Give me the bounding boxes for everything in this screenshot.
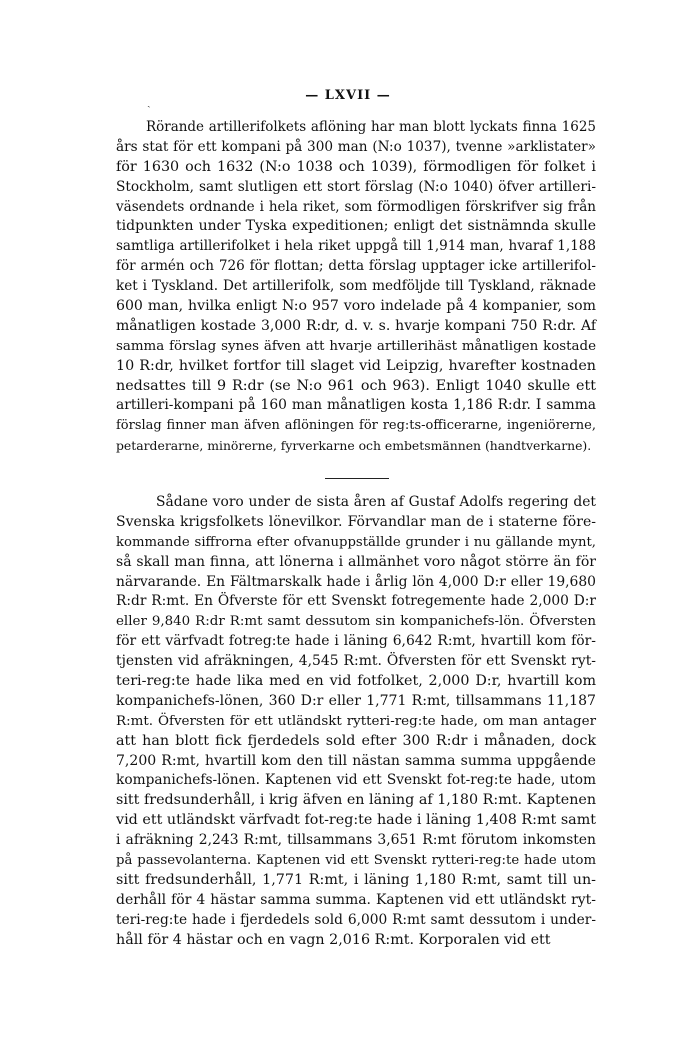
- text-line: tjensten vid afräkningen, 4,545 R:mt. Öfversten för ett Svenskt ryt-: [116, 653, 596, 670]
- page-number-header: — LXVII —: [305, 88, 391, 103]
- text-line: för armén och 726 för flottan; detta förslag upptager icke artillerifol-: [116, 258, 596, 275]
- text-line: Svenska krigsfolkets lönevilkor. Förvandlar man de i staterne före-: [116, 513, 596, 530]
- text-line: artilleri-kompani på 160 man månatligen kosta 1,186 R:dr. I samma: [116, 397, 596, 414]
- text-line: 10 R:dr, hvilket fortfor till slaget vid Leipzig, hvarefter kostnaden: [116, 357, 596, 374]
- text-line: väsendets ordnande i hela riket, som förmodligen förskrifver sig från: [116, 198, 596, 215]
- text-line: teri-reg:te hade i fjerdedels sold 6,000 R:mt samt dessutom i under-: [116, 911, 596, 928]
- text-line: eller 9,840 R:dr R:mt samt dessutom sin kompanichefs-lön. Öfversten: [116, 614, 596, 630]
- text-line: för ett värfvadt fotreg:te hade i läning 6,642 R:mt, hvartill kom för-: [116, 633, 596, 650]
- text-line: för 1630 och 1632 (N:o 1038 och 1039), förmodligen för folket i: [116, 158, 596, 175]
- text-line: Stockholm, samt slutligen ett stort förslag (N:o 1040) öfver artilleri-: [116, 178, 596, 195]
- text-line: sitt fredsunderhåll, i krig äfven en läning af 1,180 R:mt. Kaptenen: [116, 792, 597, 809]
- text-line: 600 man, hvilka enligt N:o 957 voro indelade på 4 kompanier, som: [116, 298, 596, 315]
- text-line: teri-reg:te hade lika med en vid fotfolket, 2,000 D:r, hvartill kom: [116, 673, 596, 690]
- text-line: att han blott fick fjerdedels sold efter 300 R:dr i månaden, dock: [116, 732, 596, 749]
- text-line: derhåll för 4 hästar samma summa. Kaptenen vid ett utländskt ryt-: [116, 891, 596, 908]
- section-divider: [325, 478, 389, 479]
- text-line: sitt fredsunderhåll, 1,771 R:mt, i läning 1,180 R:mt, samt till un-: [116, 871, 596, 888]
- text-line: närvarande. En Fältmarskalk hade i årlig lön 4,000 D:r eller 19,680: [116, 573, 596, 590]
- text-line: ket i Tyskland. Det artillerifolk, som medföljde till Tyskland, räknade: [116, 278, 596, 295]
- text-line: kompanichefs-lönen. Kaptenen vid ett Svenskt fot-reg:te hade, utom: [116, 772, 596, 789]
- text-line: petarderarne, minörerne, fyrverkarne och embetsmännen (handtverkarne).: [116, 438, 592, 454]
- text-line: tidpunkten under Tyska expeditionen; enligt det sistnämnda skulle: [116, 218, 596, 235]
- text-line: så skall man finna, att lönerna i allmänhet voro något större än för: [116, 553, 596, 570]
- text-line: månatligen kostade 3,000 R:dr, d. v. s. hvarje kompani 750 R:dr. Af: [116, 317, 596, 334]
- text-line: håll för 4 hästar och en vagn 2,016 R:mt. Korporalen vid ett: [116, 931, 551, 948]
- text-line: i afräkning 2,243 R:mt, tillsammans 3,651 R:mt förutom inkomsten: [116, 832, 596, 849]
- text-line: års stat för ett kompani på 300 man (N:o 1037), tvenne »arklistater»: [116, 138, 596, 155]
- paragraph-artillery-pay: [116, 118, 596, 456]
- text-line: 7,200 R:mt, hvartill kom den till nästan samma summa uppgående: [116, 752, 596, 769]
- text-line: på passevolanterna. Kaptenen vid ett Svenskt rytteri-reg:te hade utom: [116, 853, 596, 869]
- text-line: samma förslag synes äfven att hvarje artillerihäst månatligen kostade: [116, 338, 596, 354]
- text-line: vid ett utländskt värfvadt fot-reg:te hade i läning 1,408 R:mt samt: [116, 812, 596, 829]
- paragraph-salary-conditions: [116, 493, 596, 950]
- margin-mark: ˏ: [147, 95, 151, 108]
- text-line: kommande siffrorna efter ofvanuppställde grunder i nu gällande mynt,: [116, 534, 596, 550]
- text-line: förslag finner man äfven aflöningen för reg:ts-officerarne, ingeniörerne,: [116, 418, 596, 434]
- text-line: Rörande artillerifolkets aflöning har man blott lyckats finna 1625: [146, 119, 596, 135]
- text-line: samtliga artillerifolket i hela riket uppgå till 1,914 man, hvaraf 1,188: [116, 238, 596, 255]
- text-line: kompanichefs-lönen, 360 D:r eller 1,771 R:mt, tillsammans 11,187: [116, 692, 596, 709]
- text-line: R:dr R:mt. En Öfverste för ett Svenskt fotregemente hade 2,000 D:r: [116, 593, 596, 610]
- text-line: nedsattes till 9 R:dr (se N:o 961 och 963). Enligt 1040 skulle ett: [116, 377, 596, 394]
- text-line: Sådane voro under de sista åren af Gustaf Adolfs regering det: [156, 494, 596, 510]
- text-line: R:mt. Öfversten för ett utländskt rytteri-reg:te hade, om man antager: [116, 713, 596, 729]
